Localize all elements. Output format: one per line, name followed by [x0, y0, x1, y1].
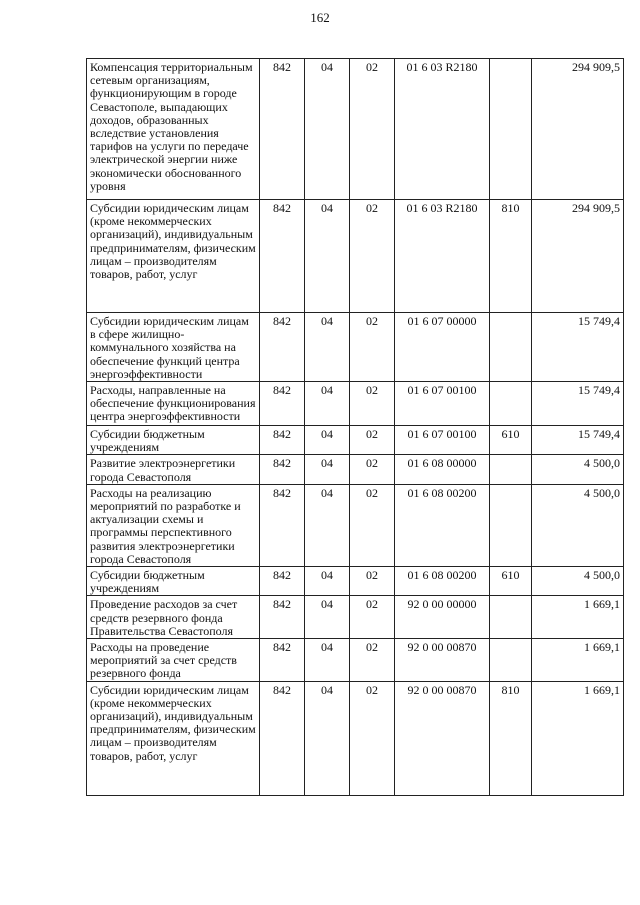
expense-type-cell: 610 [490, 567, 532, 596]
target-article-cell: 01 6 08 00200 [395, 484, 490, 566]
target-article-cell: 92 0 00 00870 [395, 681, 490, 795]
expense-type-cell [490, 639, 532, 682]
admin-code-cell: 842 [260, 59, 305, 200]
admin-code-cell: 842 [260, 596, 305, 639]
admin-code-cell: 842 [260, 200, 305, 313]
amount-cell: 15 749,4 [532, 382, 624, 426]
expense-type-cell [490, 313, 532, 382]
amount-cell: 15 749,4 [532, 313, 624, 382]
item-name-cell: Субсидии юридическим лицам (кроме некоммерческих организаций), индивидуальным предпринимателям, физическим лицам – производителям товаров, работ, услуг [87, 681, 260, 795]
admin-code-cell: 842 [260, 455, 305, 484]
target-article-cell: 92 0 00 00870 [395, 639, 490, 682]
table-row [87, 313, 624, 382]
subsection-cell: 02 [350, 567, 395, 596]
subsection-cell: 02 [350, 484, 395, 566]
section-cell: 04 [305, 382, 350, 426]
item-name-cell: Субсидии бюджетным учреждениям [87, 567, 260, 596]
section-cell: 04 [305, 455, 350, 484]
amount-cell: 294 909,5 [532, 59, 624, 200]
table-row [87, 596, 624, 639]
table-row [87, 639, 624, 682]
subsection-cell: 02 [350, 59, 395, 200]
amount-cell: 15 749,4 [532, 426, 624, 455]
amount-cell: 4 500,0 [532, 567, 624, 596]
expense-type-cell [490, 596, 532, 639]
admin-code-cell: 842 [260, 313, 305, 382]
amount-cell: 4 500,0 [532, 455, 624, 484]
expense-type-cell: 810 [490, 681, 532, 795]
item-name-cell: Расходы на реализацию мероприятий по разработке и актуализации схемы и программы перспективного развития электроэнергетики города Севастополя [87, 484, 260, 566]
table-row [87, 567, 624, 596]
subsection-cell: 02 [350, 313, 395, 382]
item-name-cell: Компенсация территориальным сетевым организациям, функционирующим в городе Севастополе, выпадающих доходов, образованных вследствие установления тарифов на услуги по передаче электрической энергии ниже экономически обоснованного уровня [87, 59, 260, 200]
section-cell: 04 [305, 59, 350, 200]
target-article-cell: 92 0 00 00000 [395, 596, 490, 639]
target-article-cell: 01 6 08 00000 [395, 455, 490, 484]
item-name-cell: Расходы, направленные на обеспечение функционирования центра энергоэффективности [87, 382, 260, 426]
budget-table [86, 58, 624, 796]
subsection-cell: 02 [350, 455, 395, 484]
table-row [87, 681, 624, 795]
page-number: 162 [310, 10, 330, 25]
amount-cell: 1 669,1 [532, 639, 624, 682]
amount-cell: 294 909,5 [532, 200, 624, 313]
section-cell: 04 [305, 567, 350, 596]
subsection-cell: 02 [350, 681, 395, 795]
item-name-cell: Субсидии юридическим лицам (кроме некоммерческих организаций), индивидуальным предпринимателям, физическим лицам – производителям товаров, работ, услуг [87, 200, 260, 313]
item-name-cell: Проведение расходов за счет средств резервного фонда Правительства Севастополя [87, 596, 260, 639]
admin-code-cell: 842 [260, 567, 305, 596]
item-name-cell: Расходы на проведение мероприятий за счет средств резервного фонда [87, 639, 260, 682]
section-cell: 04 [305, 681, 350, 795]
section-cell: 04 [305, 313, 350, 382]
item-name-cell: Субсидии юридическим лицам в сфере жилищно-коммунального хозяйства на обеспечение функций центра энергоэффективности [87, 313, 260, 382]
expense-type-cell: 610 [490, 426, 532, 455]
subsection-cell: 02 [350, 596, 395, 639]
section-cell: 04 [305, 596, 350, 639]
subsection-cell: 02 [350, 426, 395, 455]
table-row [87, 59, 624, 200]
expense-type-cell [490, 59, 532, 200]
table-row [87, 382, 624, 426]
amount-cell: 1 669,1 [532, 596, 624, 639]
table-row [87, 484, 624, 566]
item-name-cell: Субсидии бюджетным учреждениям [87, 426, 260, 455]
expense-type-cell [490, 484, 532, 566]
target-article-cell: 01 6 08 00200 [395, 567, 490, 596]
section-cell: 04 [305, 484, 350, 566]
item-name-cell: Развитие электроэнергетики города Севастополя [87, 455, 260, 484]
admin-code-cell: 842 [260, 426, 305, 455]
admin-code-cell: 842 [260, 639, 305, 682]
table-row [87, 455, 624, 484]
subsection-cell: 02 [350, 639, 395, 682]
subsection-cell: 02 [350, 200, 395, 313]
target-article-cell: 01 6 07 00100 [395, 426, 490, 455]
admin-code-cell: 842 [260, 382, 305, 426]
admin-code-cell: 842 [260, 681, 305, 795]
target-article-cell: 01 6 03 R2180 [395, 59, 490, 200]
section-cell: 04 [305, 426, 350, 455]
section-cell: 04 [305, 200, 350, 313]
section-cell: 04 [305, 639, 350, 682]
target-article-cell: 01 6 07 00100 [395, 382, 490, 426]
admin-code-cell: 842 [260, 484, 305, 566]
table-row [87, 426, 624, 455]
subsection-cell: 02 [350, 382, 395, 426]
target-article-cell: 01 6 03 R2180 [395, 200, 490, 313]
amount-cell: 4 500,0 [532, 484, 624, 566]
amount-cell: 1 669,1 [532, 681, 624, 795]
expense-type-cell: 810 [490, 200, 532, 313]
expense-type-cell [490, 382, 532, 426]
expense-type-cell [490, 455, 532, 484]
table-row [87, 200, 624, 313]
target-article-cell: 01 6 07 00000 [395, 313, 490, 382]
